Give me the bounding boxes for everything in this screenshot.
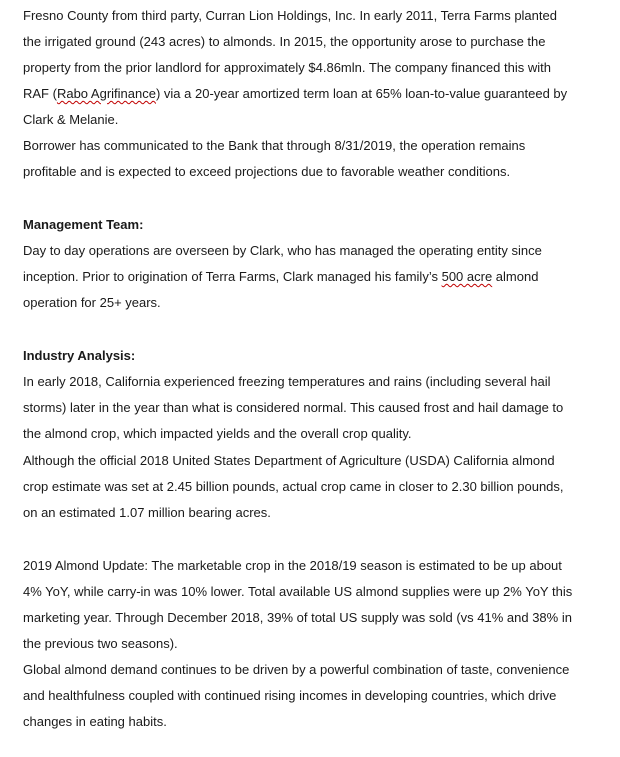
management-line-2: [23, 269, 538, 285]
spellcheck-flagged-text[interactable]: Rabo Agrifinance: [56, 86, 156, 101]
management-line-2-end: almond: [492, 269, 539, 284]
intro-line-5: Clark & Melanie.: [23, 112, 119, 127]
update-line-6: and healthfulness coupled with continued rising incomes in developing countries, which drive: [23, 688, 557, 703]
industry-line-1: In early 2018, California experienced freezing temperatures and rains (including several hail: [23, 374, 551, 389]
management-line-1: Day to day operations are overseen by Clark, who has managed the operating entity since: [23, 243, 542, 258]
industry-line-4: Although the official 2018 United States Department of Agriculture (USDA) California almond: [23, 453, 555, 468]
update-line-7: changes in eating habits.: [23, 714, 167, 729]
industry-line-3: the almond crop, which impacted yields and the overall crop quality.: [23, 426, 412, 441]
intro-line-3: property from the prior landlord for approximately $4.86mln. The company financed this with: [23, 60, 551, 75]
spellcheck-flagged-text[interactable]: 500 acre: [441, 269, 493, 284]
update-line-5: Global almond demand continues to be driven by a powerful combination of taste, convenience: [23, 662, 570, 677]
update-line-1: 2019 Almond Update: The marketable crop in the 2018/19 season is estimated to be up about: [23, 558, 562, 573]
intro-line-6: Borrower has communicated to the Bank that through 8/31/2019, the operation remains: [23, 138, 526, 153]
intro-line-4: [23, 86, 567, 102]
intro-line-1: Fresno County from third party, Curran Lion Holdings, Inc. In early 2011, Terra Farms planted: [23, 8, 557, 23]
industry-line-2: storms) later in the year than what is considered normal. This caused frost and hail damage to: [23, 400, 564, 415]
update-line-2: 4% YoY, while carry-in was 10% lower. Total available US almond supplies were up 2% YoY this: [23, 584, 573, 599]
update-line-4: the previous two seasons).: [23, 636, 178, 651]
intro-line-4-start: RAF (: [23, 86, 57, 101]
intro-line-4-end: ) via a 20-year amortized term loan at 65% loan-to-value guaranteed by: [155, 86, 568, 101]
industry-line-5: crop estimate was set at 2.45 billion pounds, actual crop came in closer to 2.30 billion pounds,: [23, 479, 564, 494]
management-line-3: operation for 25+ years.: [23, 295, 161, 310]
intro-line-7: profitable and is expected to exceed projections due to favorable weather conditions.: [23, 164, 511, 179]
industry-heading: Industry Analysis:: [23, 348, 136, 363]
update-line-3: marketing year. Through December 2018, 39% of total US supply was sold (vs 41% and 38% in: [23, 610, 572, 625]
management-heading: Management Team:: [23, 217, 144, 232]
management-line-2-start: inception. Prior to origination of Terra Farms, Clark managed his family’s: [23, 269, 442, 284]
intro-line-2: the irrigated ground (243 acres) to almonds. In 2015, the opportunity arose to purchase the: [23, 34, 546, 49]
industry-line-6: on an estimated 1.07 million bearing acres.: [23, 505, 271, 520]
